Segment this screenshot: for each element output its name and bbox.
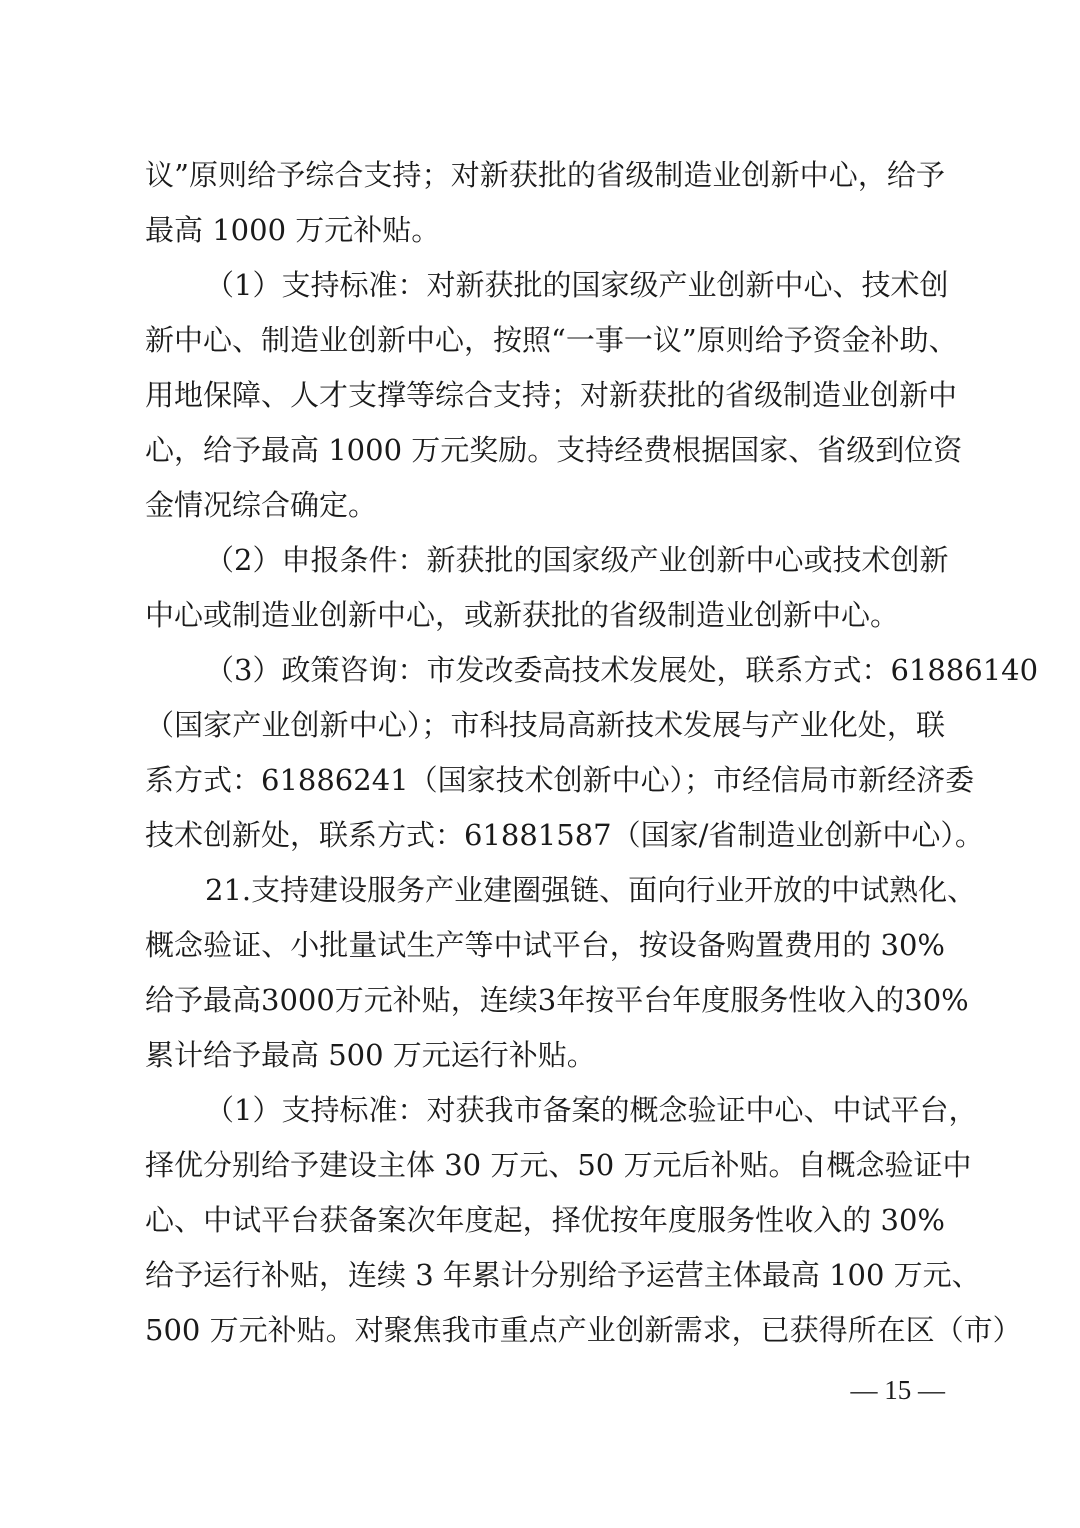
text-line: 概念验证、小批量试生产等中试平台，按设备购置费用的 30% bbox=[145, 928, 945, 962]
text-line: 最高 1000 万元补贴。 bbox=[145, 213, 441, 247]
text-line: 心、中试平台获备案次年度起，择优按年度服务性收入的 30% bbox=[145, 1203, 945, 1237]
text-line: 心，给予最高 1000 万元奖励。支持经费根据国家、省级到位资 bbox=[145, 433, 963, 467]
text-line: 技术创新处，联系方式：61881587（国家/省制造业创新中心）。 bbox=[145, 818, 984, 852]
text-line: 用地保障、人才支撑等综合支持；对新获批的省级制造业创新中 bbox=[145, 378, 958, 412]
text-line: （国家产业创新中心）；市科技局高新技术发展与产业化处，联 bbox=[145, 708, 945, 742]
text-line: 给予最高3000万元补贴，连续3年按平台年度服务性收入的30% bbox=[145, 983, 969, 1017]
text-line: 新中心、制造业创新中心，按照“一事一议”原则给予资金补助、 bbox=[145, 323, 958, 357]
text-line: 累计给予最高 500 万元运行补贴。 bbox=[145, 1038, 596, 1072]
text-line: 系方式：61886241（国家技术创新中心）；市经信局市新经济委 bbox=[145, 763, 975, 797]
text-line: （1）支持标准：对获我市备案的概念验证中心、中试平台， bbox=[205, 1093, 978, 1127]
text-line: 议”原则给予综合支持；对新获批的省级制造业创新中心，给予 bbox=[145, 158, 945, 192]
page-number: — 15 — bbox=[850, 1375, 945, 1405]
text-line: 给予运行补贴，连续 3 年累计分别给予运营主体最高 100 万元、 bbox=[145, 1258, 981, 1292]
text-line: 金情况综合确定。 bbox=[145, 488, 378, 522]
text-line: 择优分别给予建设主体 30 万元、50 万元后补贴。自概念验证中 bbox=[145, 1148, 972, 1182]
text-line: （1）支持标准：对新获批的国家级产业创新中心、技术创 bbox=[205, 268, 949, 302]
text-line: 500 万元补贴。对聚焦我市重点产业创新需求，已获得所在区（市） bbox=[145, 1313, 1022, 1347]
text-line: 21.支持建设服务产业建圈强链、面向行业开放的中试熟化、 bbox=[205, 873, 977, 907]
text-line: （3）政策咨询：市发改委高技术发展处，联系方式：61886140 bbox=[205, 653, 1039, 687]
text-line: 中心或制造业创新中心，或新获批的省级制造业创新中心。 bbox=[145, 598, 900, 632]
text-line: （2）申报条件：新获批的国家级产业创新中心或技术创新 bbox=[205, 543, 949, 577]
